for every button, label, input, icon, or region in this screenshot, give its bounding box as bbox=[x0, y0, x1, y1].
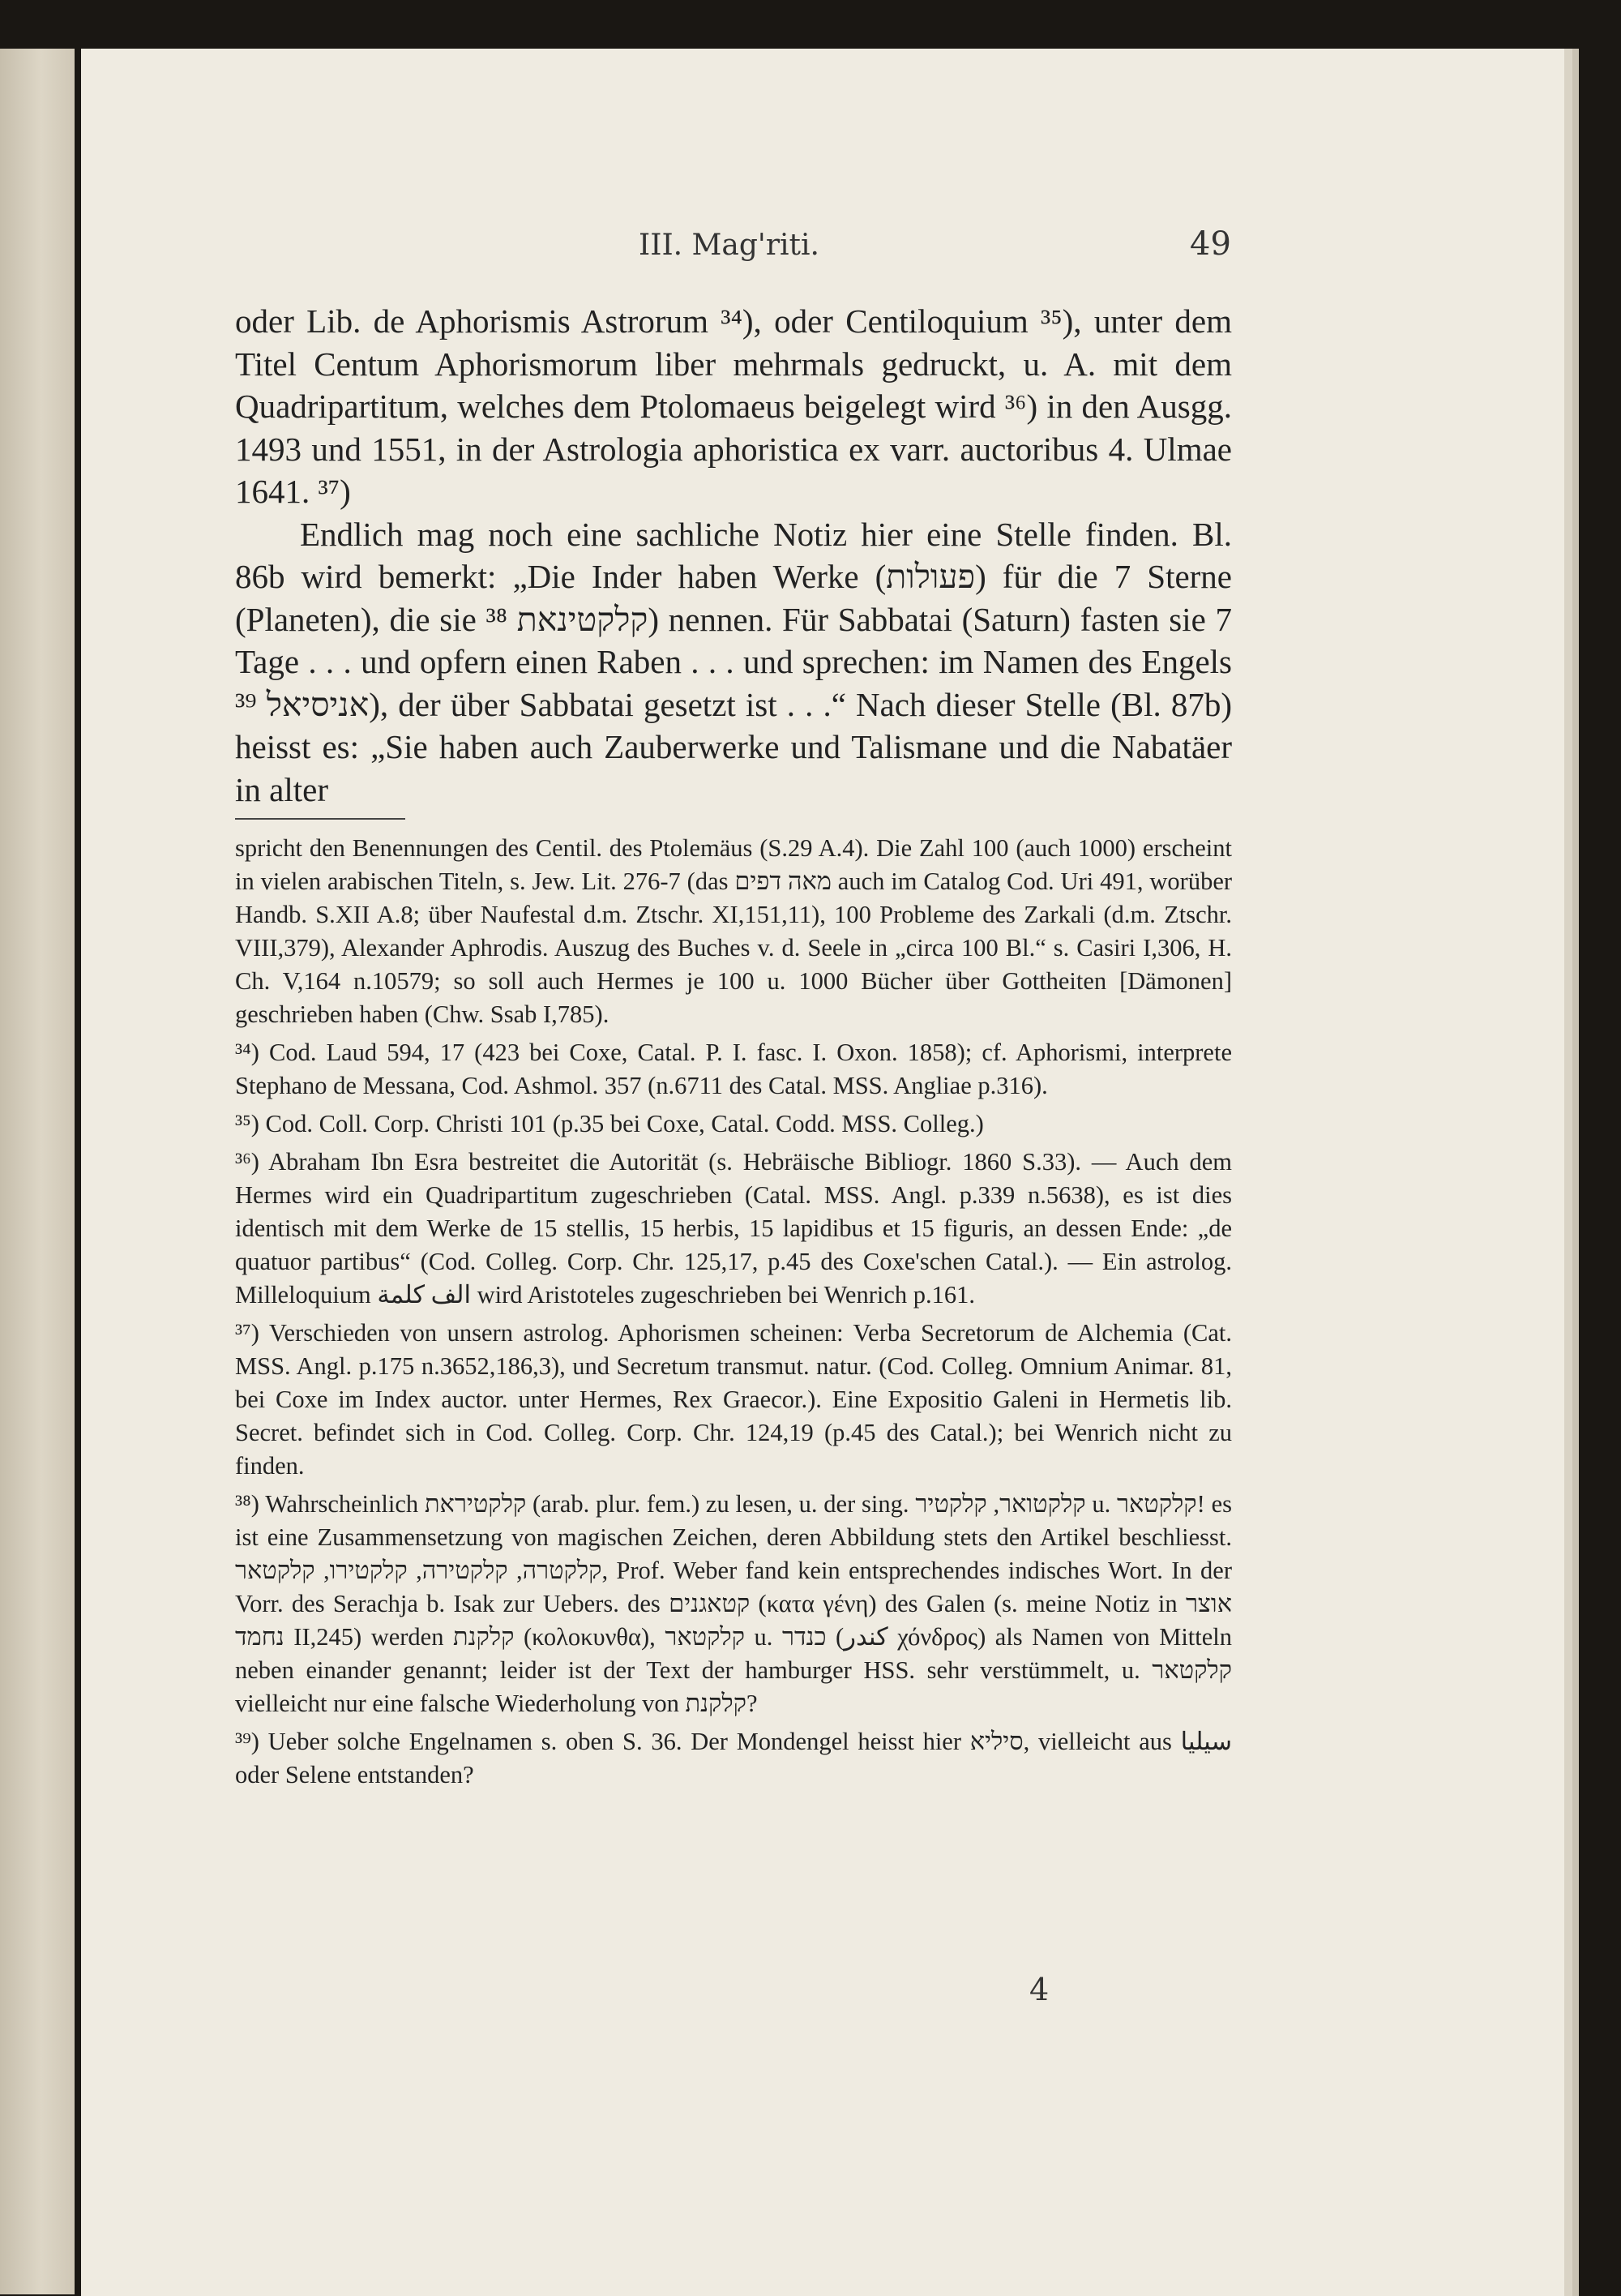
footnote-rule bbox=[235, 818, 405, 820]
running-head: III. Mag'riti. bbox=[639, 229, 819, 262]
signature-mark: 4 bbox=[1029, 1972, 1050, 2007]
footnote-36: ³⁶) Abraham Ibn Esra bestreitet die Autorität (s. Hebräische Bibliogr. 1860 S.33). — Auch dem Hermes wird ein Quadripartitum zugeschrieben (Catal. MSS. Angl. p.339 n.5638), es ist dies identisch mit dem Werke de 15 stellis, 15 herbis, 15 lapidibus et 15 figuris, an dessen Ende: „de quatuor partibus“ (Cod. Colleg. Corp. Chr. 125,17, p.45 des Coxe'schen Catal.). — Ein astrolog. Milleloquium الف كلمة wird Aristoteles zugeschrieben bei Wenrich p.161. bbox=[235, 1148, 1232, 1309]
footnotes bbox=[235, 832, 1232, 1797]
footnote-39: ³⁹) Ueber solche Engelnamen s. oben S. 36. Der Mondengel heisst hier סיליא, vielleicht aus سيليا oder Selene entstanden? bbox=[235, 1728, 1233, 1788]
footnote-continued: spricht den Benennungen des Centil. des Ptolemäus (S.29 A.4). Die Zahl 100 (auch 1000) erscheint in vielen arabischen Titeln, s. Jew. Lit. 276-7 (das מאה דפים auch im Catalog Cod. Uri 491, worüber Handb. S.XII A.8; über Naufestal d.m. Ztschr. XI,151,11), 100 Probleme des Zarkali (d.m. Ztschr. VIII,379), Alexander Aphrodis. Auszug des Buches v. d. Seele in „circa 100 Bl.“ s. Casiri I,306, H. Ch. V,164 n.10579; so soll auch Hermes je 100 u. 1000 Bücher über Gottheiten [Dämonen] geschrieben haben (Chw. Ssab I,785). bbox=[235, 834, 1233, 1028]
body-paragraph-1: oder Lib. de Aphorismis Astrorum ³⁴), oder Centiloquium ³⁵), unter dem Titel Centum Aphorismorum liber mehrmals gedruckt, u. A. mit dem Quadripartitum, welches dem Ptolomaeus beigelegt wird ³⁶) in den Ausgg. 1493 und 1551, in der Astrologia aphoristica ex varr. auctoribus 4. Ulmae 1641. ³⁷) bbox=[235, 302, 1232, 510]
footnote-37: ³⁷) Verschieden von unsern astrolog. Aphorismen scheinen: Verba Secretorum de Alchemia (Cat. MSS. Angl. p.175 n.3652,186,3), und Secretum transmut. natur. (Cod. Colleg. Omnium Animar. 81, bei Coxe im Index auctor. unter Hermes, Rex Graecor.). Eine Expositio Galeni in Hermetis lib. Secret. befindet sich in Cod. Colleg. Corp. Chr. 124,19 (p.45 des Catal.); bei Wenrich nicht zu finden. bbox=[235, 1319, 1232, 1480]
body-paragraph-2: Endlich mag noch eine sachliche Notiz hier eine Stelle finden. Bl. 86b wird bemerkt: „Die Inder haben Werke (פעולות) für die 7 Sterne (Planeten), die sie קלקטינאת ³⁸) nennen. Für Sabbatai (Saturn) fasten sie 7 Tage . . . und opfern einen Raben . . . und sprechen: im Namen des Engels אניסיאל ³⁹), der über Sabbatai gesetzt ist . . .“ Nach dieser Stelle (Bl. 87b) heisst es: „Sie haben auch Zauberwerke und Talismane und die Nabatäer in alter bbox=[235, 515, 1233, 808]
footnote-38: ³⁸) Wahrscheinlich קלקטיראת (arab. plur. fem.) zu lesen, u. der sing. קלקטואר, קלקטיר u. קלקטאר! es ist eine Zusammensetzung von magischen Zeichen, deren Abbildung stets den Artikel beschliesst. קלקטרה, קלקטירה, קלקטירו, קלקטאר, Prof. Weber fand kein entsprechendes indisches Wort. In der Vorr. des Serachja b. Isak zur Uebers. des קטאגנים (κατα γένη) des Galen (s. meine Notiz in אוצר נחמד II,245) werden קלקנת (κολοκυνθα), קלקטאר u. כנדר (كندر χόνδρος) als Namen von Mitteln neben einander genannt; leider ist der Text der hamburger HSS. sehr verstümmelt, u. קלקטאר vielleicht nur eine falsche Wiederholung von קלקנת? bbox=[235, 1490, 1233, 1717]
main-text bbox=[235, 300, 1232, 811]
footnote-34: ³⁴) Cod. Laud 594, 17 (423 bei Coxe, Catal. P. I. fasc. I. Oxon. 1858); cf. Aphorismi, interprete Stephano de Messana, Cod. Ashmol. 357 (n.6711 des Catal. MSS. Angliae p.316). bbox=[235, 1039, 1232, 1099]
page-number: 49 bbox=[1190, 225, 1231, 263]
facing-page-edge bbox=[0, 49, 75, 2294]
footnote-35: ³⁵) Cod. Coll. Corp. Christi 101 (p.35 bei Coxe, Catal. Codd. MSS. Colleg.) bbox=[235, 1110, 984, 1137]
